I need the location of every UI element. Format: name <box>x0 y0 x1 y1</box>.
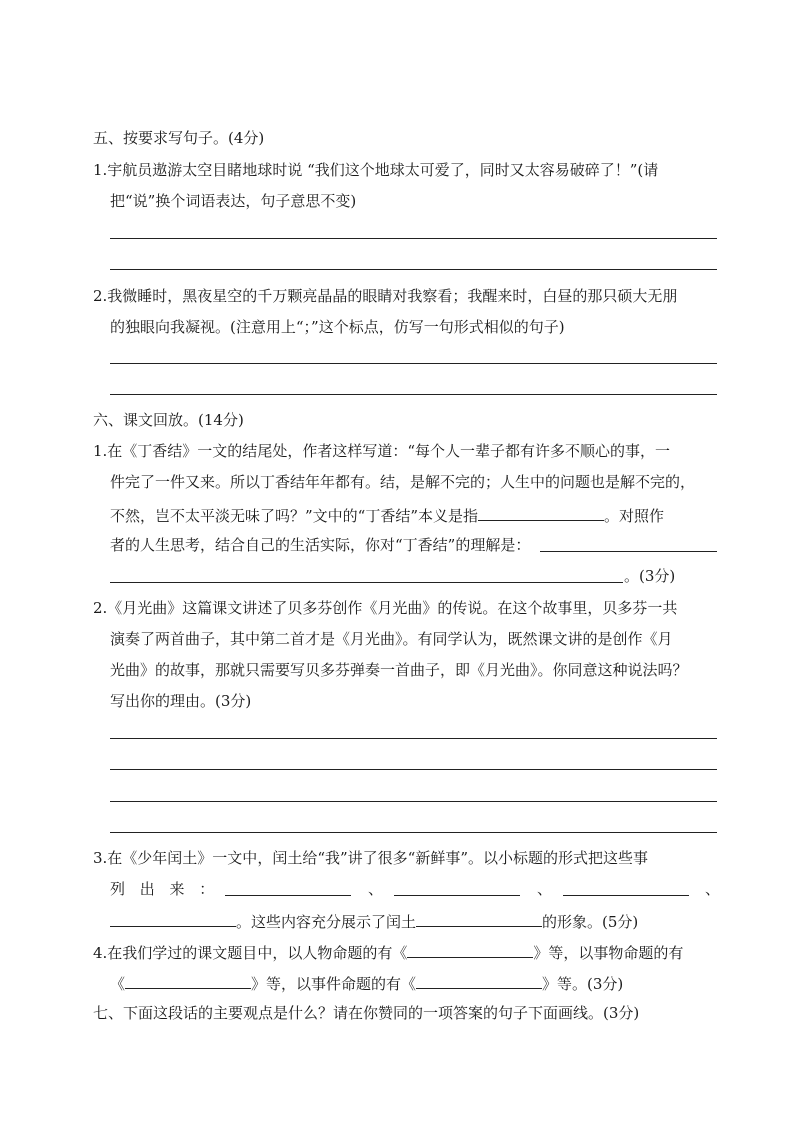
s6-q4-blank-person[interactable] <box>407 941 533 958</box>
s6-q3-sep-1: 、 <box>368 880 384 898</box>
s6-q1-blank-understanding-cont[interactable] <box>110 582 623 583</box>
section-7-heading: 七、下面这段话的主要观点是什么？请在你赞同的一项答案的句子下面画线。(3分) <box>93 1004 640 1022</box>
s6-q3-blank-2[interactable] <box>394 895 520 896</box>
s6-q1-line3-text: 不然，岂不太平淡无味了吗？”文中的“丁香结”本义是指 <box>110 507 479 525</box>
s6-q3-blank-4[interactable] <box>110 910 236 927</box>
s6-q4-line2-b: 》等，以事件命题的有《 <box>251 975 417 993</box>
s6-q1-line1: 1.在《丁香结》一文的结尾处，作者这样写道：“每个人一辈子都有许多不顺心的事，一 <box>93 442 670 460</box>
s6-q3-line3 <box>110 910 638 932</box>
s5-q2-answer-line-2[interactable] <box>110 394 717 395</box>
s6-q2-answer-line-3[interactable] <box>110 801 717 802</box>
s6-q4-line1-a: 4.在我们学过的课文题目中，以人物命题的有《 <box>93 944 408 962</box>
s6-q1-line4: 者的人生思考，结合自己的生活实际，你对“丁香结”的理解是： <box>110 536 531 554</box>
s6-q3-sep-2: 、 <box>537 880 553 898</box>
s6-q4-line2 <box>110 972 623 994</box>
s6-q1-line3 <box>110 504 664 526</box>
s6-q3-line1: 3.在《少年闰土》一文中，闰土给“我”讲了很多“新鲜事”。以小标题的形式把这些事 <box>93 849 648 867</box>
s5-q2-answer-line-1[interactable] <box>110 363 717 364</box>
s6-q1-blank-understanding[interactable] <box>540 551 717 552</box>
s6-q3-line3-mid: 。这些内容充分展示了闰土 <box>236 913 417 931</box>
section-6-heading: 六、课文回放。(14分) <box>93 411 244 429</box>
s6-q2-line3: 光曲》的故事，那就只需要写贝多芬弹奏一首曲子，即《月光曲》。你同意这种说法吗？ <box>110 661 688 679</box>
s6-q1-line3-tail: 。对照作 <box>604 507 665 525</box>
s6-q4-blank-thing[interactable] <box>125 972 251 989</box>
s5-q1-line1: 1.宇航员遨游太空目睹地球时说 “我们这个地球太可爱了，同时又太容易破碎了！”(请 <box>93 161 659 179</box>
s6-q3-blank-1[interactable] <box>225 895 351 896</box>
s6-q3-line2-lead: 列 出 来 ： <box>110 880 220 898</box>
s6-q4-blank-event[interactable] <box>416 972 542 989</box>
section-5-heading: 五、按要求写句子。(4分) <box>93 129 265 147</box>
s6-q2-answer-line-4[interactable] <box>110 832 717 833</box>
s6-q2-line4: 写出你的理由。(3分) <box>110 692 252 710</box>
s6-q4-line1 <box>93 941 683 963</box>
s5-q1-answer-line-1[interactable] <box>110 238 717 239</box>
s5-q1-answer-line-2[interactable] <box>110 269 717 270</box>
s6-q3-sep-3: 、 <box>705 880 721 898</box>
s6-q3-line3-end: 的形象。(5分) <box>542 913 639 931</box>
s6-q2-answer-line-2[interactable] <box>110 769 717 770</box>
s6-q4-line1-b: 》等，以事物命题的有 <box>533 944 684 962</box>
s6-q4-line2-c: 》等。(3分) <box>542 975 624 993</box>
s6-q1-score: 。(3分) <box>624 567 676 585</box>
s6-q1-blank-meaning[interactable] <box>478 504 604 521</box>
s5-q1-line2: 把“说”换个词语表达，句子意思不变) <box>110 192 357 210</box>
s6-q2-line2: 演奏了两首曲子，其中第二首才是《月光曲》。有同学认为，既然课文讲的是创作《月 <box>110 630 673 648</box>
s6-q3-blank-image[interactable] <box>416 910 542 927</box>
s6-q2-line1: 2.《月光曲》这篇课文讲述了贝多芬创作《月光曲》的传说。在这个故事里，贝多芬一共 <box>93 599 678 617</box>
s6-q4-line2-a: 《 <box>110 975 126 993</box>
s6-q3-blank-3[interactable] <box>563 895 689 896</box>
s5-q2-line2: 的独眼向我凝视。(注意用上“；”这个标点，仿写一句形式相似的句子) <box>110 318 565 336</box>
s6-q1-line2: 件完了一件又来。所以丁香结年年都有。结，是解不完的；人生中的问题也是解不完的， <box>110 473 696 491</box>
s5-q2-line1: 2.我微睡时，黑夜星空的千万颗亮晶晶的眼睛对我察看；我醒来时，白昼的那只硕大无朋 <box>93 287 678 305</box>
s6-q2-answer-line-1[interactable] <box>110 738 717 739</box>
